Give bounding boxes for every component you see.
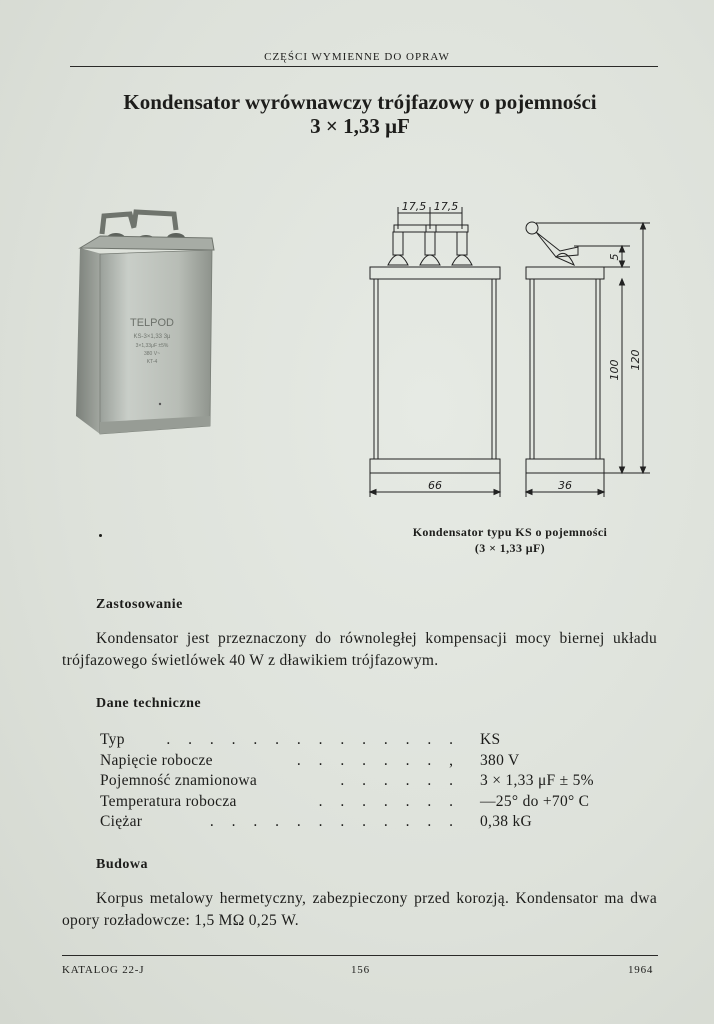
spec-value: 380 V xyxy=(480,751,520,769)
spec-leader: . . . . . . . . . . . . . . xyxy=(166,731,460,748)
capacitor-photo xyxy=(72,208,222,443)
spec-label: Ciężar xyxy=(100,813,143,830)
front-view xyxy=(370,200,500,497)
spec-row xyxy=(100,772,640,793)
spec-value: —25° do +70° C xyxy=(480,792,590,810)
side-view xyxy=(526,222,650,497)
spec-row xyxy=(100,752,640,773)
caption-line-1: Kondensator typu KS o pojemności xyxy=(412,525,608,539)
photo-label-4: KT-4 xyxy=(146,359,158,365)
photo-label-3: 380 V~ xyxy=(144,351,160,357)
title-line-2: 3 × 1,33 μF xyxy=(310,114,410,138)
photo-label-2: 3×1,33μF ±5% xyxy=(135,343,169,349)
spec-row xyxy=(100,813,640,834)
spec-table xyxy=(100,731,640,834)
spec-value: 3 × 1,33 μF ± 5% xyxy=(480,772,594,789)
photo-label-1: KS-3×1,33 3μ xyxy=(133,334,171,340)
dim-total: 120 xyxy=(629,349,642,371)
heading-budowa: Budowa xyxy=(96,857,149,872)
spec-leader: . . . . . . . xyxy=(318,792,460,810)
spec-row xyxy=(100,793,640,814)
spec-leader: . . . . . . xyxy=(340,772,460,789)
spec-row xyxy=(100,731,640,752)
spec-value: KS xyxy=(480,731,501,748)
dim-pin-right: 17,5 xyxy=(433,200,459,213)
footer-year: 1964 xyxy=(628,964,654,976)
footer-catalog: KATALOG 22-J xyxy=(62,964,145,976)
dim-pin-left: 17,5 xyxy=(401,200,427,213)
dim-depth: 36 xyxy=(558,479,572,492)
running-head: CZĘŚCI WYMIENNE DO OPRAW xyxy=(264,51,450,63)
title-line-1: Kondensator wyrównawczy trójfazowy o pojemności xyxy=(123,90,597,114)
heading-dane-techniczne: Dane techniczne xyxy=(96,696,202,711)
text-zastosowanie: Kondensator jest przeznaczony do równoległej kompensacji mocy biernej układu trójfazowego świetlówek 40 W z dławikiem trójfazowym. xyxy=(62,630,657,669)
dim-terminal: 5 xyxy=(608,253,621,261)
dim-body: 100 xyxy=(608,359,621,381)
footer-rule xyxy=(62,955,658,956)
photo-brand: TELPOD xyxy=(129,317,175,329)
spec-leader: . . . . . . . , xyxy=(296,751,460,769)
spec-value: 0,38 kG xyxy=(480,813,533,830)
figure-caption xyxy=(360,524,660,556)
stray-mark xyxy=(99,534,102,537)
heading-zastosowanie: Zastosowanie xyxy=(96,597,183,612)
technical-drawing xyxy=(360,195,660,500)
spec-label: Temperatura robocza xyxy=(100,792,237,810)
spec-leader: . . . . . . . . . . . . xyxy=(209,813,460,830)
spec-label: Napięcie robocze xyxy=(100,751,213,769)
spec-label: Typ xyxy=(100,731,125,748)
caption-line-2: (3 × 1,33 μF) xyxy=(474,541,546,555)
dim-width: 66 xyxy=(428,479,442,492)
header-rule xyxy=(70,66,658,67)
text-budowa: Korpus metalowy hermetyczny, zabezpieczony przed korozją. Kondensator ma dwa opory rozładowcze: 1,5 MΩ 0,25 W. xyxy=(62,890,657,929)
spec-label: Pojemność znamionowa xyxy=(100,772,258,789)
footer-page-number: 156 xyxy=(351,964,370,976)
page-title xyxy=(60,90,660,138)
